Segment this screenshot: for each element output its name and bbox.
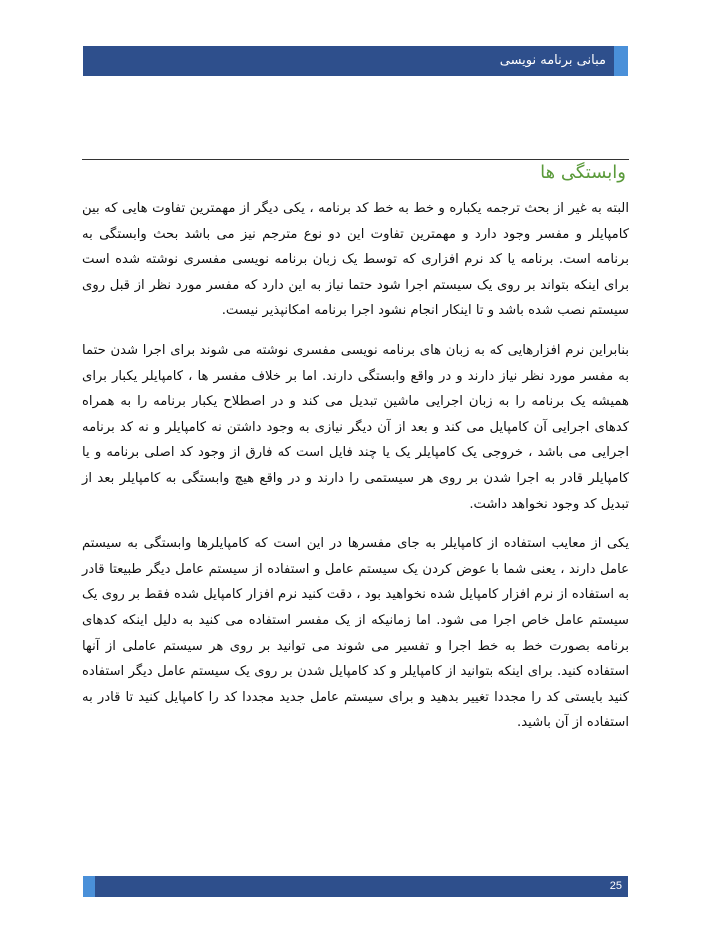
section-divider [82,159,629,160]
paragraph: بنابراین نرم افزارهایی که به زبان های برنامه نویسی مفسری نوشته می شوند برای اجرا شدن حتما به مفسر مورد نظر نیاز دارند و در واقع وابستگی دارند. اما بر خلاف مفسر ها ، کامپایلر یکبار برای همیشه یک برنامه را به زبان اجرایی ماشین تبدیل می کند و در اصطلاح یکبار برنامه را به همراه کدهای اجرایی آن کامپایل می کند و بعد از آن دیگر نیازی به وجود داشتن نه کامپایلر و نه کد برنامه اجرایی می باشد ، خروجی یک کامپایلر یک یا چند فایل است که فارق از وجود کد اصلی برنامه و یا کامپایلر قادر به اجرا شدن بر روی هر سیستمی را دارند و در واقع هیچ وابستگی به کامپایلر بعد از تبدیل کد وجود نخواهد داشت. [82,342,629,512]
book-title: مبانی برنامه نویسی [499,53,606,68]
page-number: 25 [609,880,622,892]
paragraph: البته به غیر از بحث ترجمه یکباره و خط به خط کد برنامه ، یکی دیگر از مهمترین تفاوت هایی که بین کامپایلر و مفسر وجود دارد و مهمترین تفاوت این دو نوع مترجم نیز می باشد بحث وابستگی به برنامه است. برنامه یا کد نرم افزاری که توسط یک زبان برنامه نویسی مفسری نوشته شده است برای اینکه بتواند بر روی یک سیستم اجرا شود حتما نیاز به این دارد که مفسر مورد نظر از قبل روی سیستم نصب شده باشد و تا اینکار انجام نشود اجرا برنامه امکانپذیر نیست. [82,201,629,319]
header-accent [614,46,628,76]
footer-bar [83,876,628,897]
section-heading: وابستگی ها [540,162,626,183]
paragraph: یکی از معایب استفاده از کامپایلر به جای مفسرها در این است که کامپایلرها وابستگی به سیستم عامل دارند ، یعنی شما با عوض کردن یک سیستم عامل و استفاده از سیستم عامل دیگر طبیعتا قادر به استفاده از نرم افزار کامپایل شده نخواهید بود ، دقت کنید نرم افزار کامپایل شده فقط بر روی یک سیستم عامل خاص اجرا می شود. اما زمانیکه از یک مفسر استفاده می کنید به دلیل اینکه کدهای برنامه بصورت خط به خط اجرا و تفسیر می شوند می توانید بر روی هر سیستم عاملی از آنها استفاده کنید. برای اینکه بتوانید از کامپایلر و کد کامپایل شدن بر روی یک سیستم عامل دیگر استفاده کنید بایستی کد را مجددا تغییر بدهید و برای سیستم عامل جدید مجددا کد را کامپایل کنید تا قادر به استفاده از آن باشید. [82,536,629,731]
footer-accent [83,876,95,897]
body-text [82,196,629,750]
header-bar [83,46,628,76]
